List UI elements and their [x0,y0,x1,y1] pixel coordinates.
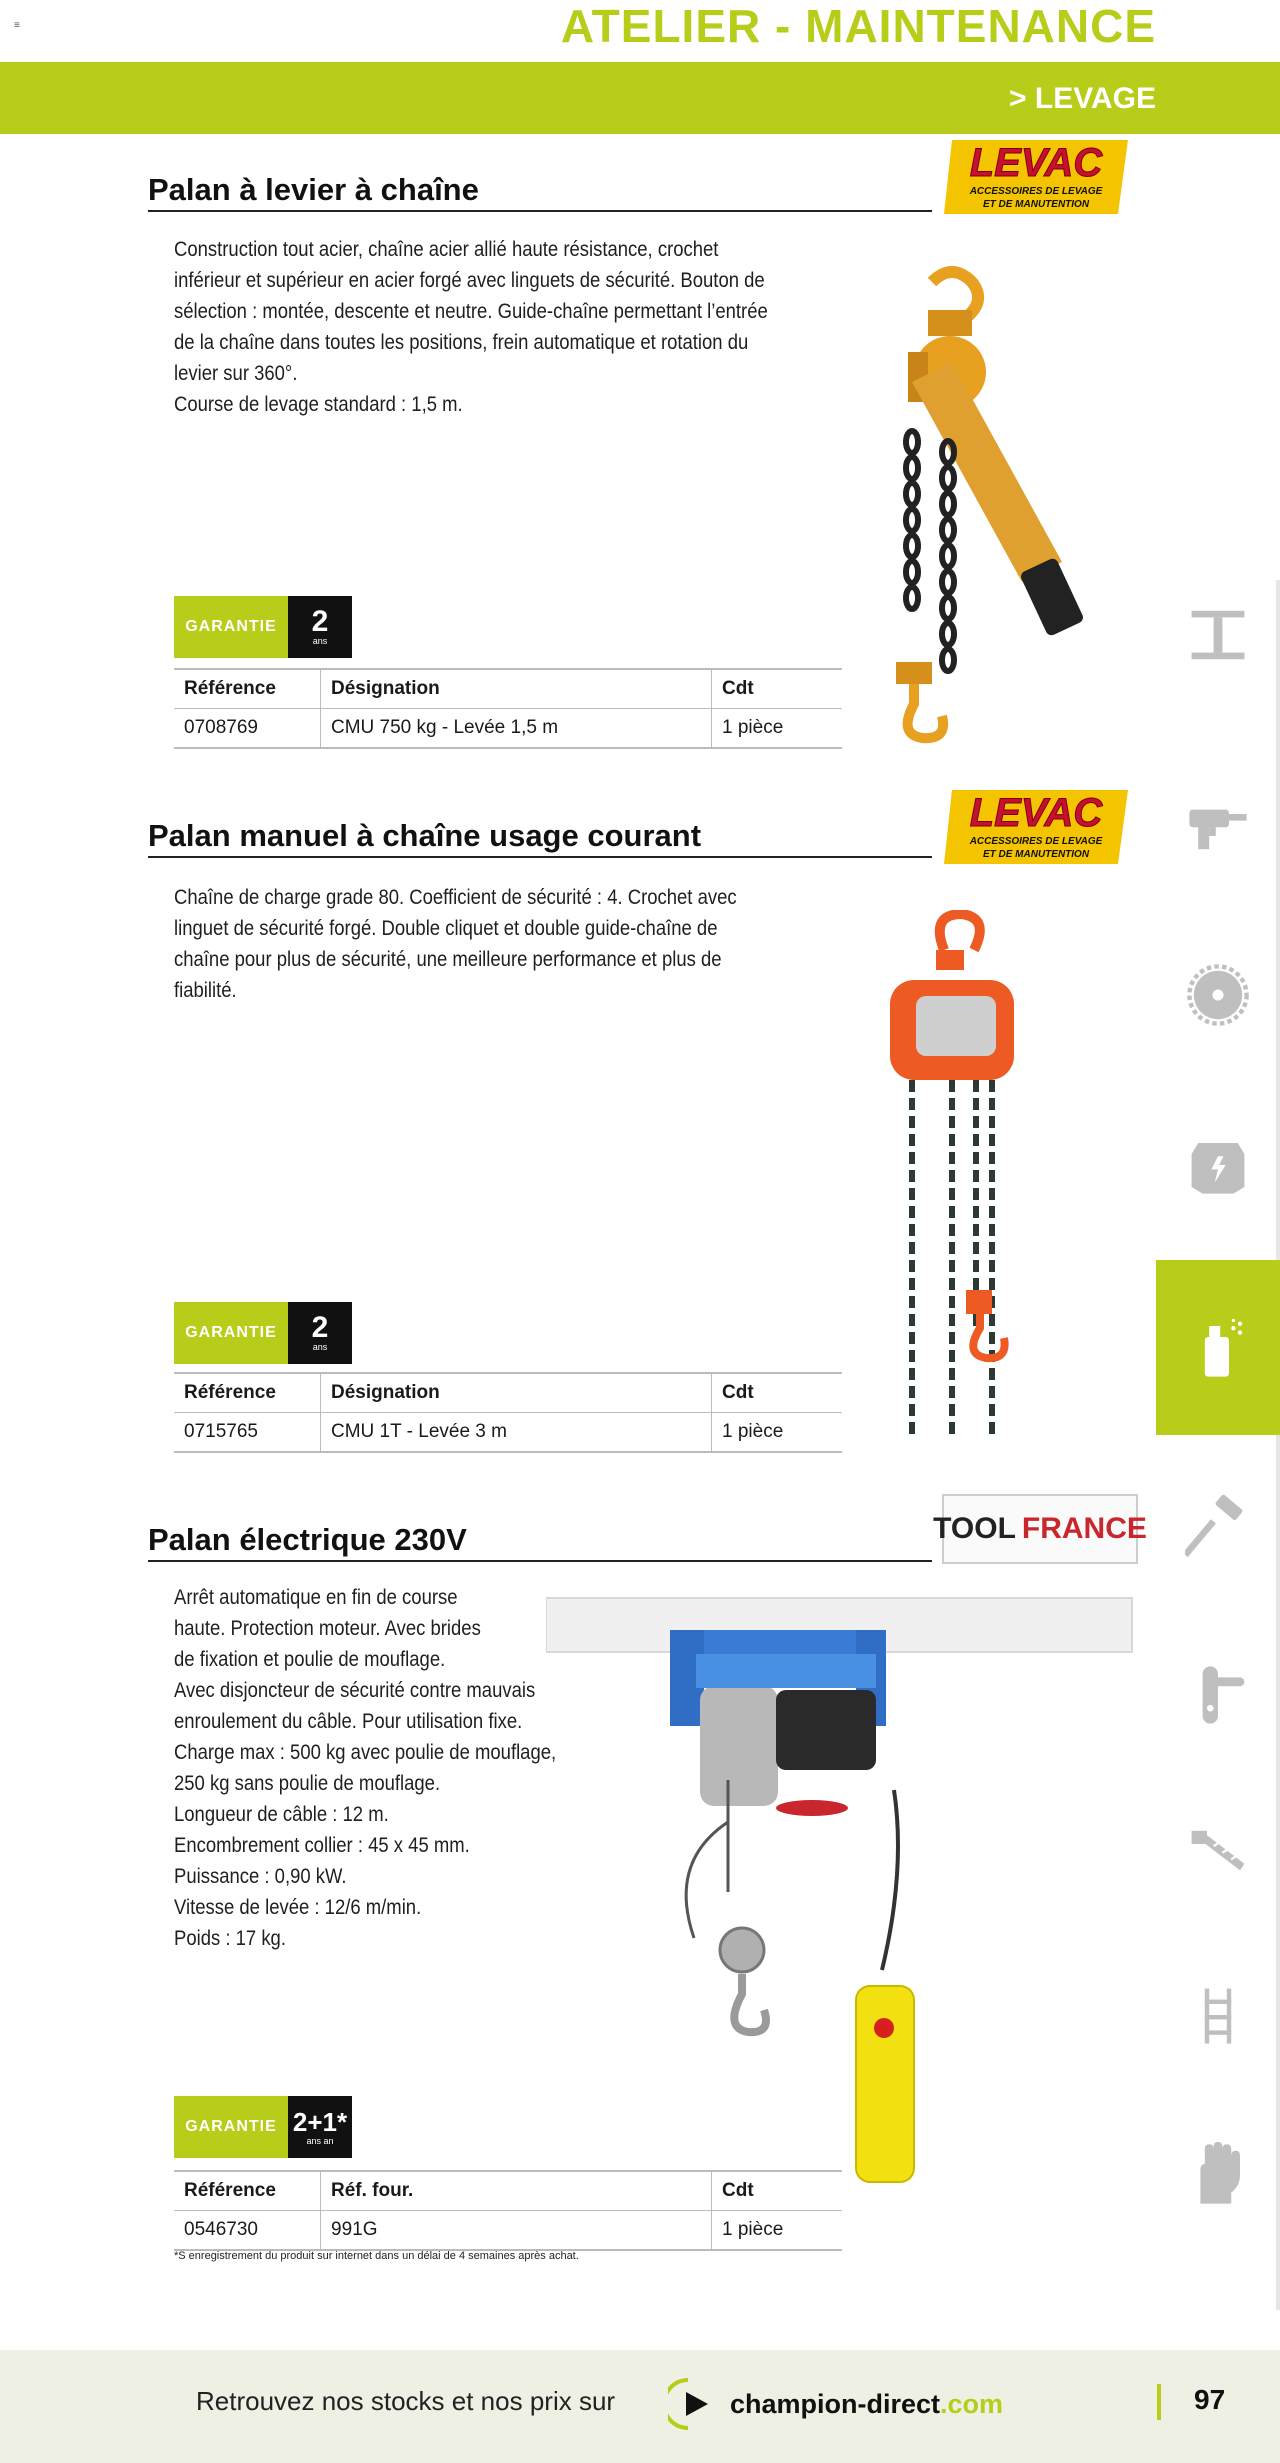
svg-text:ACCESSOIRES DE LEVAGE: ACCESSOIRES DE LEVAGE [969,186,1103,197]
spray-can-icon[interactable] [1156,1260,1280,1435]
svg-text:ACCESSOIRES DE LEVAGE: ACCESSOIRES DE LEVAGE [969,836,1103,847]
garantie-badge: GARANTIE 2 ans [174,596,352,658]
product-description: Arrêt automatique en fin de course haute. Protection moteur. Avec brides de fixation et poulie de mouflage. Avec disjoncteur de sécurité contre mauvais enroulement du câble. Pour utilisation fixe. Charge max : 500 kg avec poulie de mouflage, 250 kg sans poulie de mouflage. Longueur de câble : 12 m. Encombrement collier : 45 x 45 mm. Puissance : 0,90 kW. Vitesse de levée : 12/6 m/min. Poids : 17 kg. [174,1586,557,1950]
product-title-electric-hoist: Palan électrique 230V [148,1522,467,1557]
toolfrance-logo: TOOL FRANCE [942,1494,1138,1564]
title-underline [148,210,932,212]
product-title-manual-chain-hoist: Palan manuel à chaîne usage courant [148,818,702,853]
saw-blade-icon[interactable] [1156,920,1280,1070]
footer-divider [1157,2384,1161,2420]
garantie-badge: GARANTIE 2+1* ans an [174,2096,352,2158]
garantie-badge: GARANTIE 2 ans [174,1302,352,1364]
manual-chain-hoist-image [876,910,1026,1450]
table-row: 0546730 991G 1 pièce [174,2211,842,2251]
levac-logo [944,786,1130,866]
section-label: > LEVAGE [1009,82,1156,115]
product-spec-table: Référence Désignation Cdt 0708769 CMU 750 kg - Levée 1,5 m 1 pièce [174,668,842,749]
product-description: Chaîne de charge grade 80. Coefficient de sécurité : 4. Crochet avec linguet de sécurité forgé. Double cliquet et double guide-chaîne de chaîne pour plus de sécurité, une meilleure performance et plus de fiabilité. [174,886,737,1002]
ladder-icon[interactable] [1156,1940,1280,2090]
product-title-lever-hoist: Palan à levier à chaîne [148,172,479,207]
electric-hoist-image [546,1590,1138,2200]
lever-hoist-image [862,262,1122,752]
welding-mask-icon[interactable] [1156,1090,1280,1240]
footer-text: Retrouvez nos stocks et nos prix sur [196,2386,616,2416]
category-sidebar [1156,560,1280,2310]
menu-icon[interactable]: ≡ [14,20,20,31]
title-underline [148,856,932,858]
hammer-icon[interactable] [1156,1450,1280,1600]
champion-direct-link[interactable]: champion-direct.com [668,2372,1003,2436]
steel-beam-icon[interactable] [1156,560,1280,710]
title-underline [148,1560,932,1562]
play-arrow-icon [668,2376,714,2432]
screw-anchor-icon[interactable] [1156,1780,1280,1930]
svg-text:LEVAC: LEVAC [969,141,1103,185]
table-row: 0708769 CMU 750 kg - Levée 1,5 m 1 pièce [174,709,842,749]
door-handle-icon[interactable] [1156,1620,1280,1770]
levac-logo [944,136,1130,216]
page-footer [0,2350,1280,2463]
table-row: 0715765 CMU 1T - Levée 3 m 1 pièce [174,1413,842,1453]
glove-icon[interactable] [1156,2100,1280,2250]
svg-text:ET DE MANUTENTION: ET DE MANUTENTION [982,849,1090,860]
product-spec-table: Référence Désignation Cdt 0715765 CMU 1T - Levée 3 m 1 pièce [174,1372,842,1453]
svg-text:LEVAC: LEVAC [969,791,1103,835]
garantie-footnote: *S enregistrement du produit sur internet dans un délai de 4 semaines après achat. [174,2250,579,2262]
product-spec-table: Référence Réf. four. Cdt 0546730 991G 1 pièce [174,2170,842,2251]
product-description: Construction tout acier, chaîne acier allié haute résistance, crochet inférieur et supérieur en acier forgé avec linguets de sécurité. Bouton de sélection : montée, descente et neutre. Guide-chaîne permettant l’entrée de la chaîne dans toutes les positions, frein automatique et rotation du levier sur 360°. Course de levage standard : 1,5 m. [174,238,768,416]
page-title: ATELIER - MAINTENANCE [560,0,1156,52]
svg-text:ET DE MANUTENTION: ET DE MANUTENTION [982,199,1090,210]
page-number: 97 [1194,2384,1226,2415]
drill-icon[interactable] [1156,750,1280,900]
